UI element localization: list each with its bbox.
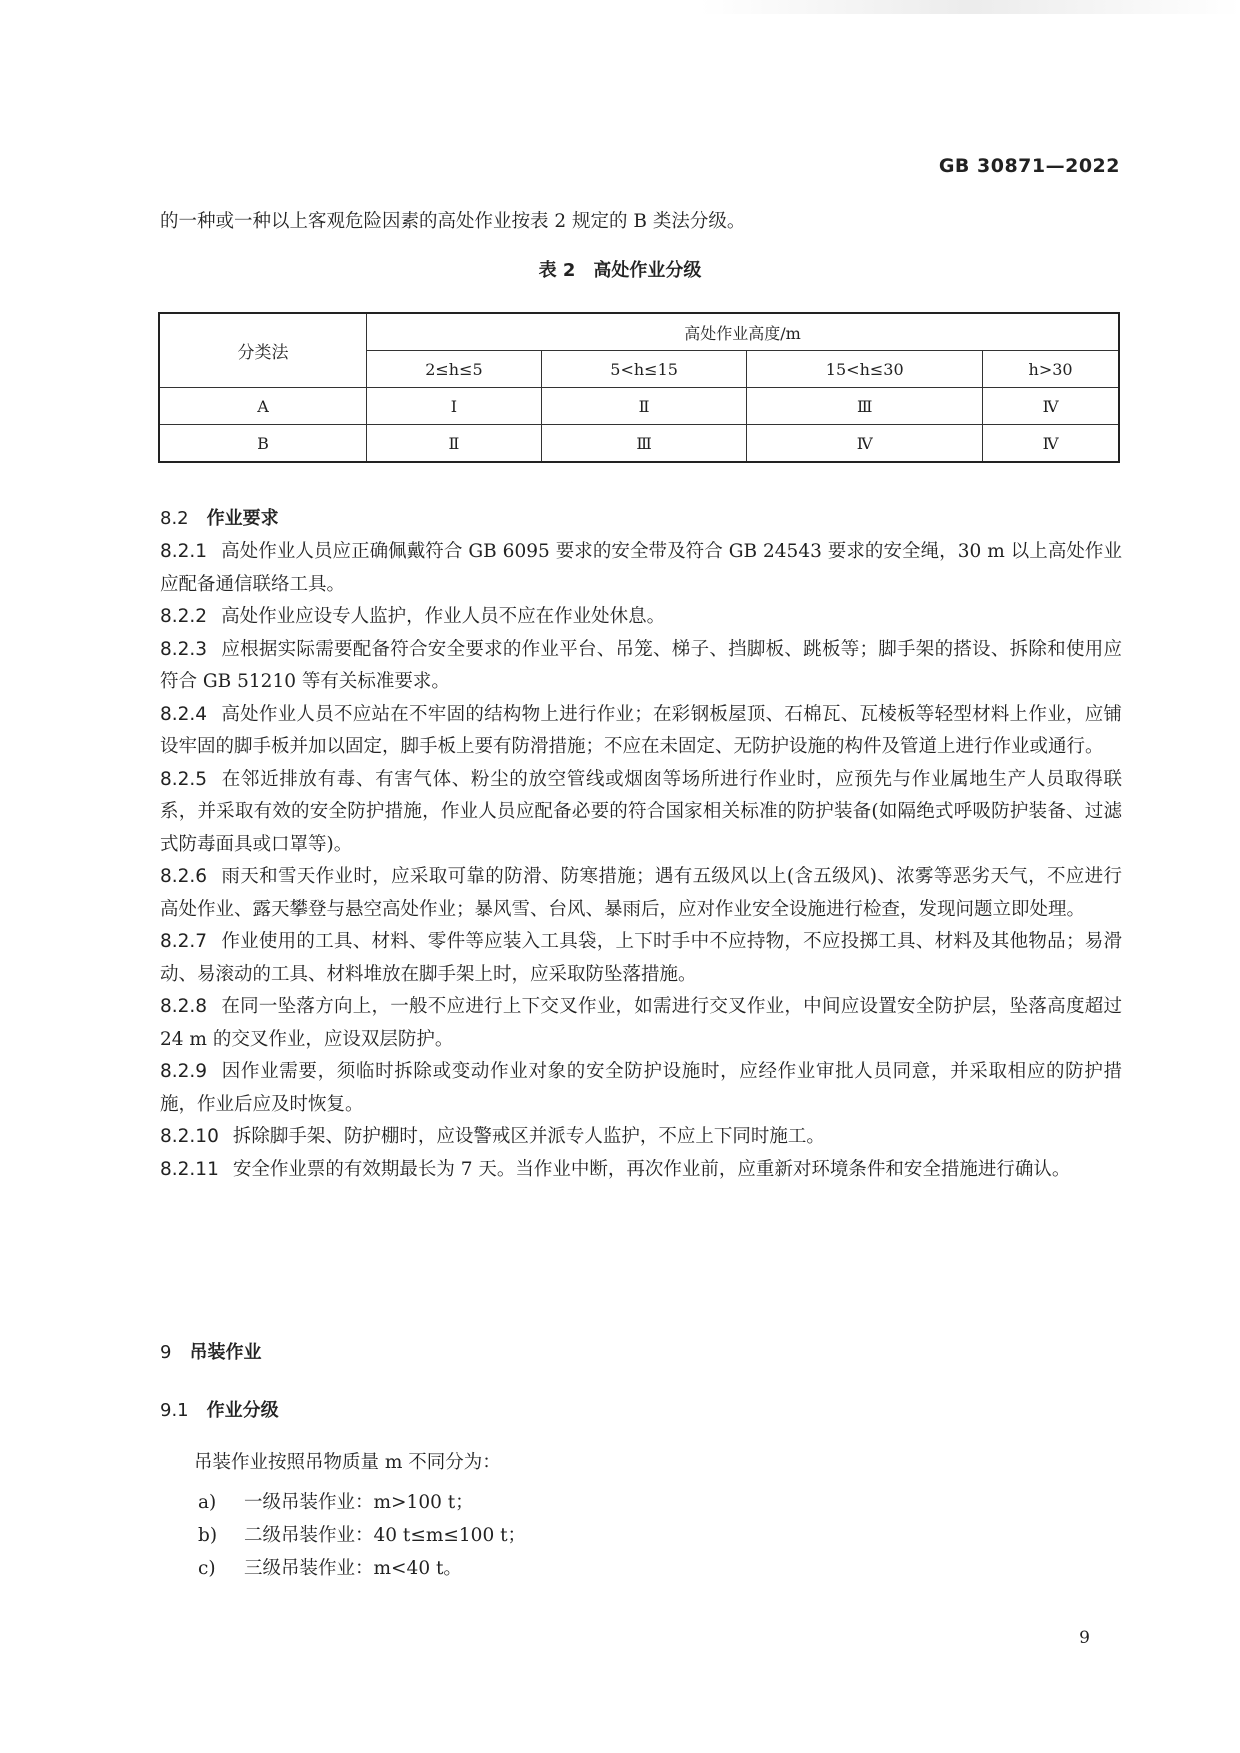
page-number: 9 (1079, 1628, 1090, 1648)
clause-text: 在同一坠落方向上，一般不应进行上下交叉作业，如需进行交叉作业，中间应设置安全防护层，坠落高度超过 24 m 的交叉作业，应设双层防护。 (160, 996, 1122, 1050)
section-number: 9.1 (160, 1400, 189, 1421)
lift-level-list (198, 1486, 526, 1585)
list-text: 三级吊装作业：m<40 t。 (244, 1558, 462, 1579)
clause (160, 991, 1122, 1056)
clause-text: 拆除脚手架、防护棚时，应设警戒区并派专人监护，不应上下同时施工。 (232, 1126, 825, 1147)
clause-number: 8.2.6 (160, 866, 208, 887)
table-row-label: B (159, 425, 367, 463)
scan-shadow (700, 0, 1240, 14)
section-title: 吊装作业 (189, 1342, 262, 1363)
clause (160, 536, 1122, 601)
table-column-header: 2≤h≤5 (367, 351, 542, 388)
clause (160, 926, 1122, 991)
list-text: 一级吊装作业：m>100 t； (244, 1492, 474, 1513)
clause-number: 8.2.10 (160, 1126, 219, 1147)
list-text: 二级吊装作业：40 t≤m≤100 t； (244, 1525, 527, 1546)
clause-text: 应根据实际需要配备符合安全要求的作业平台、吊笼、梯子、挡脚板、跳板等；脚手架的搭设、拆除和使用应符合 GB 51210 等有关标准要求。 (160, 638, 1122, 692)
clause (160, 764, 1122, 862)
clause (160, 601, 1122, 634)
table-cell: Ⅲ (541, 425, 746, 463)
clause (160, 1154, 1122, 1187)
section-title: 作业要求 (206, 508, 279, 529)
clause-number: 8.2.3 (160, 638, 208, 660)
table-column-header: 15<h≤30 (747, 351, 983, 388)
clause-text: 安全作业票的有效期最长为 7 天。当作业中断，再次作业前，应重新对环境条件和安全措施进行确认。 (232, 1158, 1071, 1180)
clause-text: 高处作业人员不应站在不牢固的结构物上进行作业；在彩钢板屋顶、石棉瓦、瓦棱板等轻型材料上作业，应铺设牢固的脚手板并加以固定，脚手板上要有防滑措施；不应在未固定、无防护设施的构件及管道上进行作业或通行。 (160, 703, 1122, 757)
grading-table (158, 312, 1120, 463)
clause (160, 1121, 1122, 1154)
clause-number: 8.2.8 (160, 996, 208, 1017)
clause-text: 因作业需要，须临时拆除或变动作业对象的安全防护设施时，应经作业审批人员同意，并采取相应的防护措施，作业后应及时恢复。 (160, 1061, 1122, 1115)
table-column-header: 5<h≤15 (541, 351, 746, 388)
section-heading-8-2 (160, 504, 279, 530)
list-item (198, 1519, 526, 1552)
clause-text: 在邻近排放有毒、有害气体、粉尘的放空管线或烟囱等场所进行作业时，应预先与作业属地生产人员取得联系，并采取有效的安全防护措施，作业人员应配备必要的符合国家相关标准的防护装备(如隔绝式呼吸防护装备、过滤式防毒面具或口罩等)。 (160, 768, 1122, 855)
section-title: 作业分级 (206, 1400, 279, 1421)
section-number: 9 (160, 1342, 172, 1363)
list-item (198, 1552, 526, 1585)
clause-number: 8.2.11 (160, 1158, 219, 1180)
table-cell: Ⅱ (541, 388, 746, 425)
clause-number: 8.2.4 (160, 703, 208, 725)
clause-number: 8.2.7 (160, 931, 208, 952)
table-cell: Ⅳ (983, 425, 1119, 463)
table-cell: Ⅳ (983, 388, 1119, 425)
table-cell: Ⅰ (367, 388, 542, 425)
list-marker: a) (198, 1492, 217, 1513)
clause (160, 1056, 1122, 1121)
clause-list (160, 536, 1122, 1186)
table-group-header: 高处作业高度/m (367, 313, 1120, 351)
clause-number: 8.2.1 (160, 541, 208, 562)
list-marker: b) (198, 1525, 218, 1546)
section-number: 8.2 (160, 508, 189, 529)
clause (160, 699, 1122, 764)
section-heading-9-1 (160, 1396, 279, 1422)
clause-text: 高处作业人员应正确佩戴符合 GB 6095 要求的安全带及符合 GB 24543 要求的安全绳，30 m 以上高处作业应配备通信联络工具。 (160, 541, 1122, 595)
table-cell: Ⅳ (747, 425, 983, 463)
table-column-header: h>30 (983, 351, 1119, 388)
list-marker: c) (198, 1558, 216, 1579)
table-row-label: A (159, 388, 367, 425)
clause-number: 8.2.5 (160, 768, 208, 790)
clause-text: 雨天和雪天作业时，应采取可靠的防滑、防寒措施；遇有五级风以上(含五级风)、浓雾等恶劣天气，不应进行高处作业、露天攀登与悬空高处作业；暴风雪、台风、暴雨后，应对作业安全设施进行检查，发现问题立即处理。 (160, 866, 1122, 920)
table-cell: Ⅱ (367, 425, 542, 463)
clause-text: 高处作业应设专人监护，作业人员不应在作业处休息。 (221, 606, 666, 627)
clause-number: 8.2.2 (160, 606, 208, 627)
intro-paragraph: 的一种或一种以上客观危险因素的高处作业按表 2 规定的 B 类法分级。 (160, 211, 746, 232)
clause-text: 作业使用的工具、材料、零件等应装入工具袋，上下时手中不应持物，不应投掷工具、材料及其他物品；易滑动、易滚动的工具、材料堆放在脚手架上时，应采取防坠落措施。 (160, 931, 1122, 985)
clause-number: 8.2.9 (160, 1061, 208, 1082)
lift-intro: 吊装作业按照吊物质量 m 不同分为： (194, 1452, 501, 1473)
clause (160, 634, 1122, 699)
table-title: 表 2 高处作业分级 (538, 260, 702, 281)
table-cell: Ⅲ (747, 388, 983, 425)
clause (160, 861, 1122, 926)
section-heading-9 (160, 1338, 261, 1364)
list-item (198, 1486, 526, 1519)
table-corner-label: 分类法 (159, 313, 367, 388)
standard-number: GB 30871—2022 (938, 155, 1120, 177)
